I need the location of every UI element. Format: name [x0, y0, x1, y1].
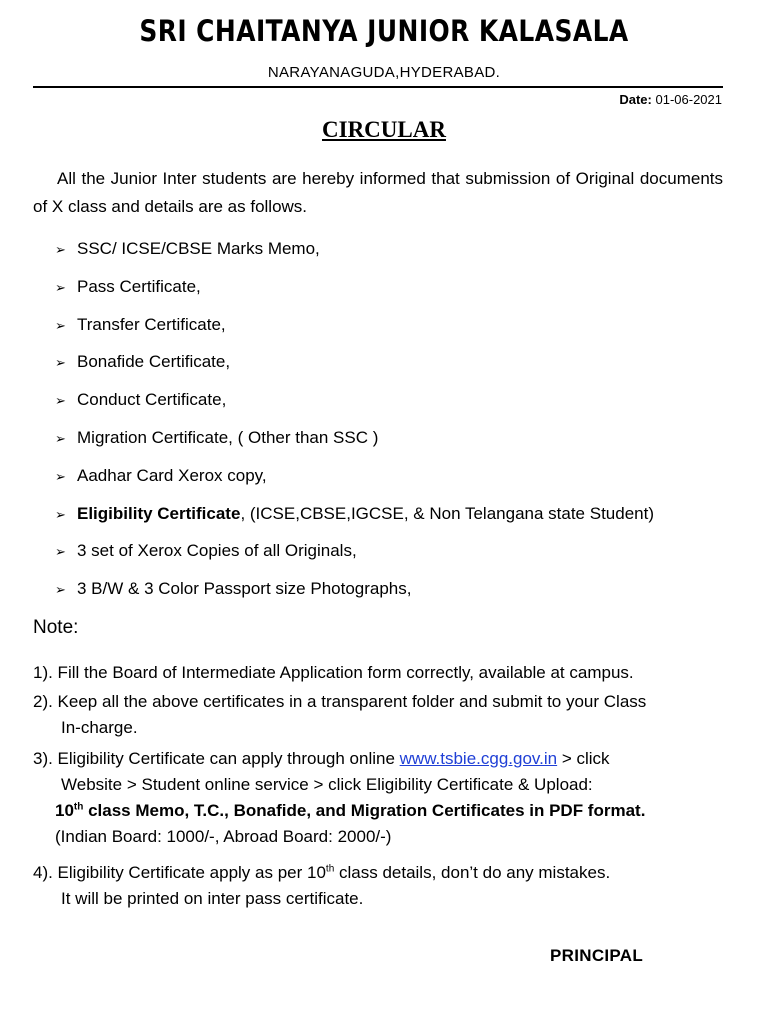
tsbie-website-link[interactable]: www.tsbie.cgg.gov.in [399, 749, 558, 768]
note-2-line-2: In-charge. [61, 718, 138, 737]
institution-address: NARAYANAGUDA,HYDERABAD. [267, 64, 501, 81]
note-3-line-2: Website > Student online service > click Eligibility Certificate & Upload: [61, 775, 593, 794]
arrowhead-bullet-icon: ➢ [55, 243, 66, 258]
list-item: ➢ Migration Certificate, ( Other than SSC ) [55, 426, 654, 464]
list-item: ➢ Aadhar Card Xerox copy, [55, 464, 654, 502]
arrowhead-bullet-icon: ➢ [55, 318, 66, 334]
arrowhead-bullet-icon: ➢ [55, 583, 66, 599]
list-item: ➢ 3 B/W & 3 Color Passport size Photographs, [55, 577, 654, 615]
institution-title: SRI CHAITANYA JUNIOR KALASALA [139, 14, 629, 48]
signature-principal: PRINCIPAL [550, 946, 644, 965]
note-4-line-1: 4). Eligibility Certificate apply as per 10th class details, don’t do any mistakes. [33, 863, 611, 882]
note-4-line-2: It will be printed on inter pass certificate. [61, 889, 364, 908]
arrowhead-bullet-icon: ➢ [55, 469, 66, 485]
note-3-line-4: (Indian Board: 1000/-, Abroad Board: 2000/-) [55, 827, 392, 846]
circular-heading: CIRCULAR [322, 117, 446, 142]
note-3-line-3: 10th class Memo, T.C., Bonafide, and Migration Certificates in PDF format. [55, 801, 646, 820]
list-item: ➢ 3 set of Xerox Copies of all Originals, [55, 539, 654, 577]
date-value: 01-06-2021 [655, 92, 722, 107]
arrowhead-bullet-icon: ➢ [55, 431, 66, 447]
arrowhead-bullet-icon: ➢ [55, 356, 66, 372]
arrowhead-bullet-icon: ➢ [55, 394, 66, 410]
list-item: ➢ Conduct Certificate, [55, 388, 654, 426]
date-label: Date: [619, 92, 652, 107]
circular-date [619, 92, 722, 107]
list-item: ➢ Eligibility Certificate, (ICSE,CBSE,IGCSE, & Non Telangana state Student) [55, 502, 654, 540]
arrowhead-bullet-icon: ➢ [55, 545, 66, 561]
arrowhead-bullet-icon: ➢ [55, 507, 66, 523]
note-3-line-1: 3). Eligibility Certificate can apply through online www.tsbie.cgg.gov.in > click [33, 749, 610, 768]
header-divider [33, 86, 723, 88]
note-item-1: 1). Fill the Board of Intermediate Application form correctly, available at campus. [33, 663, 634, 682]
list-item: ➢ Bonafide Certificate, [55, 350, 654, 388]
note-2-line-1: 2). Keep all the above certificates in a transparent folder and submit to your Class [33, 692, 647, 711]
arrowhead-bullet-icon: ➢ [55, 280, 66, 296]
note-item-4 [33, 860, 610, 912]
note-item-2 [33, 689, 646, 741]
note-item-3 [33, 746, 645, 850]
intro-paragraph: All the Junior Inter students are hereby informed that submission of Original documents of X class and details are as follows. [33, 169, 723, 216]
list-item: ➢ Transfer Certificate, [55, 313, 654, 351]
list-item: ➢ Pass Certificate, [55, 275, 654, 313]
list-item: ➢ SSC/ ICSE/CBSE Marks Memo, [55, 237, 654, 275]
documents-list [55, 237, 654, 615]
note-heading: Note: [33, 617, 79, 638]
